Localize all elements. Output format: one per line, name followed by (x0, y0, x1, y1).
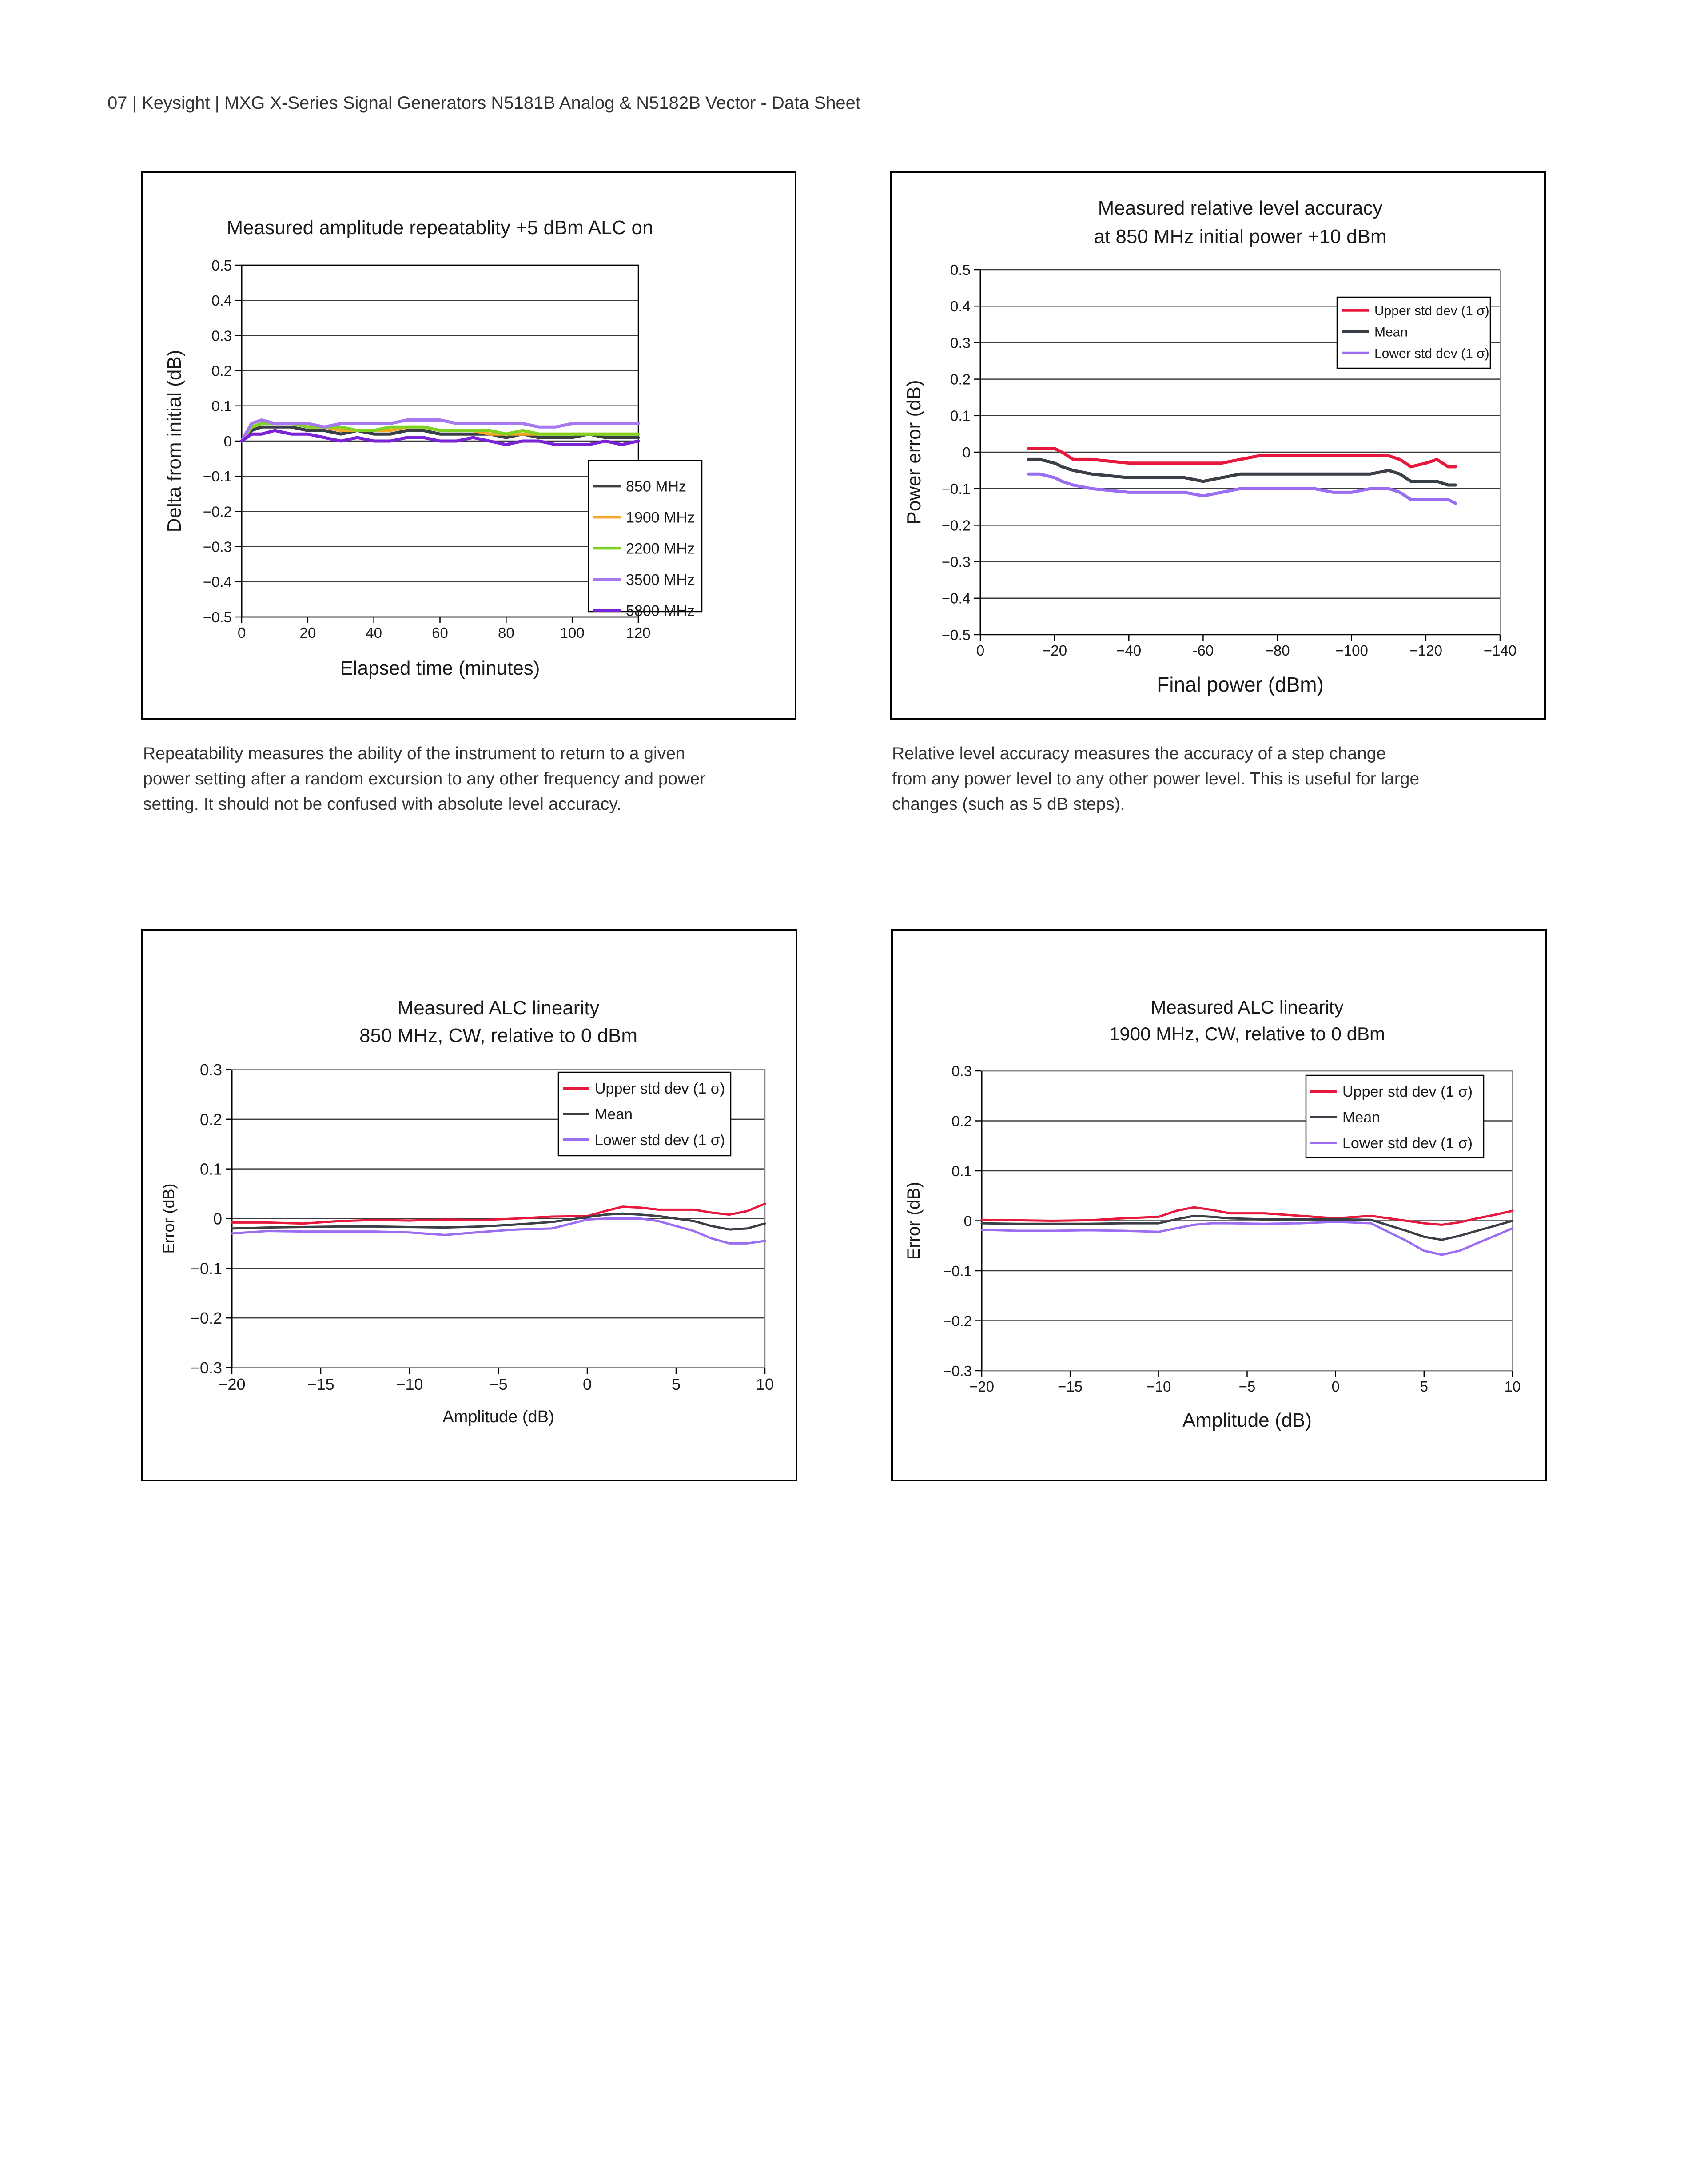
y-tick-label: 0 (213, 1209, 222, 1228)
x-tick-label: −10 (396, 1375, 423, 1393)
series-line (232, 1213, 765, 1229)
x-tick-label: −100 (1335, 642, 1368, 659)
legend-label: Lower std dev (1 σ) (595, 1132, 725, 1149)
legend-label: Upper std dev (1 σ) (1342, 1083, 1473, 1101)
chart-panel-repeatability (141, 171, 796, 720)
chart-subtitle: 850 MHz, CW, relative to 0 dBm (359, 1025, 637, 1046)
x-tick-label: 0 (976, 642, 985, 659)
y-tick-label: −0.1 (203, 468, 232, 485)
x-axis-label: Elapsed time (minutes) (340, 657, 540, 679)
page-header: 07 | Keysight | MXG X-Series Signal Generators N5181B Analog & N5182B Vector - Data Sheet (107, 93, 861, 113)
x-tick-label: −5 (1238, 1378, 1256, 1395)
x-tick-label: 10 (756, 1375, 774, 1393)
y-tick-label: −0.1 (941, 481, 971, 497)
y-tick-label: 0.1 (950, 407, 971, 424)
caption-line: Repeatability measures the ability of the instrument to return to a given (143, 744, 685, 763)
x-tick-label: 120 (626, 625, 651, 641)
y-tick-label: 0.2 (199, 1110, 222, 1129)
y-tick-label: −0.5 (203, 609, 232, 625)
series-line (1029, 459, 1456, 485)
y-tick-label: 0.1 (211, 398, 232, 414)
y-axis-label: Error (dB) (904, 1182, 924, 1260)
x-tick-label: 10 (1504, 1378, 1521, 1395)
series-line (1029, 474, 1456, 503)
y-tick-label: 0.3 (951, 1062, 972, 1079)
legend-label: Upper std dev (1 σ) (595, 1080, 725, 1098)
y-tick-label: −0.3 (190, 1358, 222, 1377)
chart-relative-level-accuracy (892, 173, 1544, 718)
y-tick-label: 0.5 (211, 257, 232, 274)
chart-panel-alc-1900 (891, 929, 1547, 1481)
y-tick-label: 0.3 (199, 1060, 222, 1079)
y-axis-label: Delta from initial (dB) (163, 350, 185, 533)
y-tick-label: 0.1 (951, 1162, 972, 1179)
y-tick-label: 0.3 (211, 327, 232, 344)
x-tick-label: 20 (299, 625, 316, 641)
x-tick-label: −80 (1265, 642, 1290, 659)
caption-line: from any power level to any other power level. This is useful for large (892, 769, 1420, 788)
x-tick-label: 80 (498, 625, 514, 641)
x-tick-label: −20 (969, 1378, 994, 1395)
x-tick-label: −10 (1146, 1378, 1171, 1395)
y-tick-label: −0.5 (941, 626, 971, 643)
y-tick-label: −0.3 (203, 538, 232, 555)
y-tick-label: −0.2 (190, 1309, 222, 1328)
legend-label: 5800 MHz (626, 602, 695, 620)
y-tick-label: −0.3 (941, 553, 971, 570)
legend-label: 1900 MHz (626, 509, 695, 526)
caption-line: setting. It should not be confused with absolute level accuracy. (143, 795, 621, 814)
chart-title: Measured ALC linearity (397, 997, 600, 1019)
chart-title: Measured amplitude repeatablity +5 dBm ALC on (227, 217, 653, 239)
y-tick-label: −0.3 (943, 1362, 972, 1379)
series-line (242, 423, 638, 441)
y-tick-label: −0.4 (203, 573, 232, 590)
caption-line: changes (such as 5 dB steps). (892, 795, 1125, 814)
y-tick-label: 0.2 (211, 362, 232, 379)
legend-label: Mean (1374, 325, 1408, 340)
chart-panel-alc-850 (141, 929, 797, 1481)
legend-label: 850 MHz (626, 478, 687, 495)
y-tick-label: 0.5 (950, 261, 971, 278)
y-tick-label: 0 (963, 1213, 972, 1229)
x-tick-label: −15 (307, 1375, 334, 1393)
series-line (982, 1216, 1513, 1240)
chart-title: Measured ALC linearity (1151, 997, 1344, 1018)
x-tick-label: 100 (560, 625, 585, 641)
x-tick-label: 0 (582, 1375, 592, 1393)
x-tick-label: 40 (366, 625, 382, 641)
y-tick-label: −0.2 (943, 1313, 972, 1329)
y-tick-label: 0.2 (951, 1113, 972, 1130)
y-tick-label: 0.4 (950, 298, 971, 315)
y-tick-label: 0 (223, 433, 232, 450)
y-tick-label: −0.4 (941, 590, 971, 607)
x-tick-label: −40 (1116, 642, 1142, 659)
x-axis-label: Amplitude (dB) (442, 1408, 554, 1426)
chart-alc-linearity-850 (143, 931, 796, 1480)
legend-label: Lower std dev (1 σ) (1342, 1135, 1473, 1152)
x-axis-label: Amplitude (dB) (1182, 1409, 1312, 1431)
series-line (982, 1207, 1513, 1225)
y-axis-label: Power error (dB) (903, 380, 925, 525)
caption-line: Relative level accuracy measures the accuracy of a step change (892, 744, 1386, 763)
legend-label: Upper std dev (1 σ) (1374, 303, 1489, 318)
legend-label: 2200 MHz (626, 540, 695, 557)
y-tick-label: 0.2 (950, 371, 971, 388)
y-tick-label: 0 (962, 444, 971, 461)
x-tick-label: 0 (237, 625, 246, 641)
y-tick-label: −0.1 (190, 1259, 222, 1278)
y-tick-label: −0.2 (941, 517, 971, 534)
x-tick-label: −5 (489, 1375, 508, 1393)
caption-relative-level (892, 741, 1419, 817)
x-tick-label: −20 (218, 1375, 246, 1393)
x-tick-label: 60 (432, 625, 448, 641)
y-tick-label: 0.3 (950, 334, 971, 351)
x-tick-label: 0 (1331, 1378, 1340, 1395)
caption-line: power setting after a random excursion to any other frequency and power (143, 769, 706, 788)
chart-subtitle: at 850 MHz initial power +10 dBm (1094, 226, 1387, 247)
x-tick-label: −15 (1058, 1378, 1083, 1395)
chart-title: Measured relative level accuracy (1098, 197, 1383, 219)
series-line (1029, 449, 1456, 467)
y-tick-label: 0.4 (211, 292, 232, 309)
y-tick-label: −0.1 (943, 1262, 972, 1279)
chart-panel-relative-level (890, 171, 1546, 720)
x-tick-label: -60 (1192, 642, 1214, 659)
chart-subtitle: 1900 MHz, CW, relative to 0 dBm (1109, 1023, 1385, 1044)
legend-label: Lower std dev (1 σ) (1374, 346, 1489, 361)
chart-alc-linearity-1900 (893, 931, 1545, 1480)
x-tick-label: −140 (1483, 642, 1517, 659)
chart-repeatability (143, 173, 795, 718)
x-tick-label: −20 (1042, 642, 1067, 659)
y-tick-label: −0.2 (203, 503, 232, 520)
legend-label: 3500 MHz (626, 571, 695, 589)
y-tick-label: 0.1 (199, 1160, 222, 1178)
x-axis-label: Final power (dBm) (1157, 673, 1324, 696)
x-tick-label: 5 (671, 1375, 681, 1393)
y-axis-label: Error (dB) (159, 1183, 178, 1254)
caption-repeatability (143, 741, 705, 817)
legend-label: Mean (595, 1106, 633, 1123)
x-tick-label: 5 (1420, 1378, 1429, 1395)
legend-label: Mean (1342, 1109, 1381, 1126)
x-tick-label: −120 (1409, 642, 1443, 659)
